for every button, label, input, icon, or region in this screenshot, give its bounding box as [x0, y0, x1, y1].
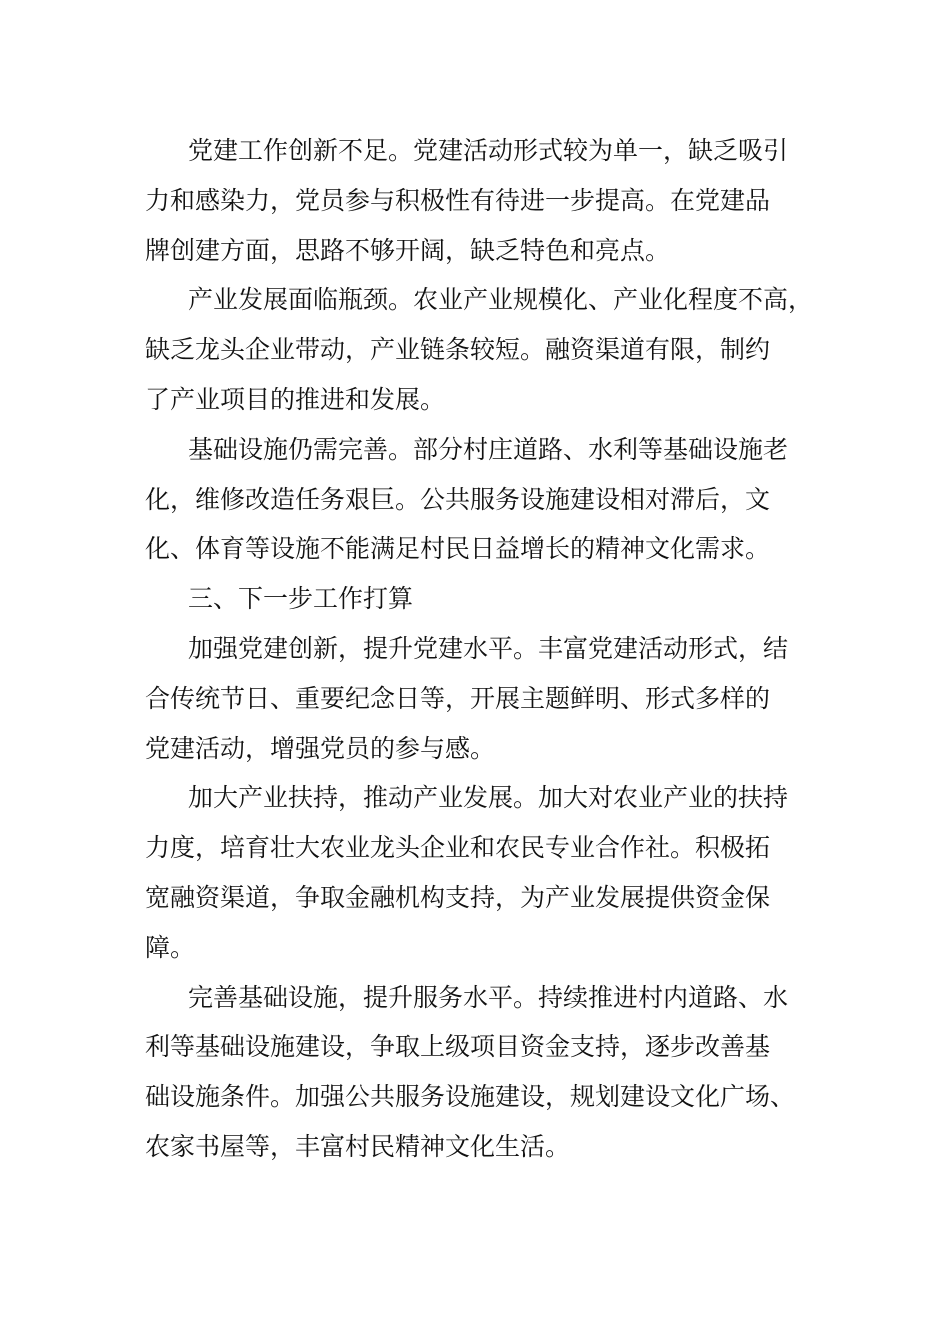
paragraph-line: 完善基础设施，提升服务水平。持续推进村内道路、水 [188, 982, 789, 1012]
paragraph-line: 加大产业扶持，推动产业发展。加大对农业产业的扶持 [188, 783, 789, 813]
paragraph-line: 化，维修改造任务艰巨。公共服务设施建设相对滞后，文 [145, 484, 771, 514]
paragraph-line: 农家书屋等，丰富村民精神文化生活。 [145, 1131, 571, 1161]
paragraph-line: 础设施条件。加强公共服务设施建设，规划建设文化广场、 [145, 1082, 796, 1112]
paragraph-line: 合传统节日、重要纪念日等，开展主题鲜明、形式多样的 [145, 683, 771, 713]
paragraph-line: 牌创建方面，思路不够开阔，缺乏特色和亮点。 [145, 235, 671, 265]
paragraph-line: 缺乏龙头企业带动，产业链条较短。融资渠道有限，制约 [145, 335, 771, 365]
paragraph-line: 产业发展面临瓶颈。农业产业规模化、产业化程度不高， [188, 285, 814, 315]
paragraph-line: 加强党建创新，提升党建水平。丰富党建活动形式，结 [188, 633, 789, 663]
paragraph-line: 化、体育等设施不能满足村民日益增长的精神文化需求。 [145, 534, 771, 564]
document-body [145, 126, 825, 1172]
paragraph-line: 基础设施仍需完善。部分村庄道路、水利等基础设施老 [188, 434, 789, 464]
paragraph-line: 党建活动，增强党员的参与感。 [145, 733, 496, 763]
section-heading: 三、下一步工作打算 [188, 584, 414, 614]
paragraph-line: 障。 [145, 932, 196, 962]
paragraph-line: 力度，培育壮大农业龙头企业和农民专业合作社。积极拓 [145, 833, 771, 863]
paragraph-line: 力和感染力，党员参与积极性有待进一步提高。在党建品 [145, 185, 771, 215]
paragraph-line: 了产业项目的推进和发展。 [145, 384, 446, 414]
paragraph-line: 利等基础设施建设，争取上级项目资金支持，逐步改善基 [145, 1032, 771, 1062]
paragraph-line: 宽融资渠道，争取金融机构支持，为产业发展提供资金保 [145, 882, 771, 912]
paragraph-line: 党建工作创新不足。党建活动形式较为单一，缺乏吸引 [188, 136, 789, 165]
